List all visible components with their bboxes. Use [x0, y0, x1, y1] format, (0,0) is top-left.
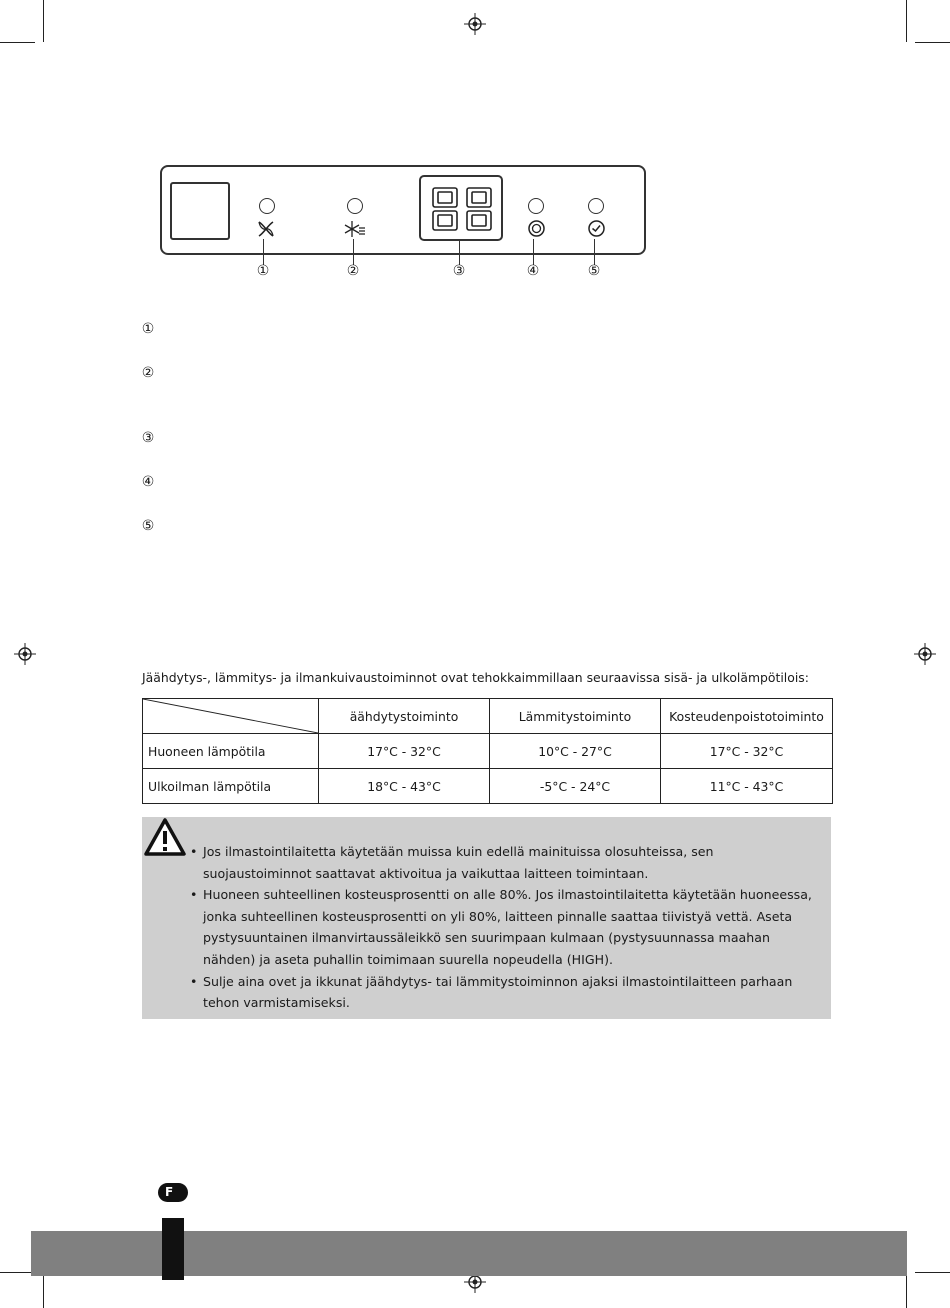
- indicator-light-4: [528, 198, 544, 214]
- callout-number: ②: [346, 263, 360, 279]
- crop-mark: [0, 1272, 35, 1273]
- legend-number: ②: [141, 365, 155, 381]
- registration-mark-icon: [14, 643, 36, 665]
- table-cell: 17°C - 32°C: [319, 734, 490, 769]
- footer-tab: [162, 1218, 184, 1280]
- callout-line: [459, 239, 460, 265]
- indicator-light-5: [588, 198, 604, 214]
- table-header-row: [143, 699, 833, 734]
- fan-icon: [256, 219, 276, 239]
- registration-mark-icon: [914, 643, 936, 665]
- seven-segment-display: [431, 186, 493, 232]
- callout-number: ③: [452, 263, 466, 279]
- warning-triangle-icon: [143, 817, 187, 857]
- row-label: Huoneen lämpötila: [143, 734, 319, 769]
- table-cell: -5°C - 24°C: [490, 769, 661, 804]
- control-panel-diagram: [160, 165, 646, 255]
- diagonal-line: [143, 699, 318, 733]
- table-cell: 18°C - 43°C: [319, 769, 490, 804]
- crop-mark: [915, 42, 950, 43]
- table-corner-cell: [143, 699, 319, 734]
- mode-icon: [527, 219, 546, 238]
- crop-mark: [0, 42, 35, 43]
- warning-item: • Jos ilmastointilaitetta käytetään muissa kuin edellä mainituissa olosuhteissa, sen suojaustoiminnot saattavat aktivoitua ja vaikuttaa laitteen toimintaan.: [190, 841, 820, 884]
- indicator-light-1: [259, 198, 275, 214]
- callout-line: [594, 239, 595, 265]
- receiver-window: [170, 182, 230, 240]
- warning-item: • Huoneen suhteellinen kosteusprosentti on alle 80%. Jos ilmastointilaitetta käytetään huoneessa, jonka suhteellinen kosteusprosentti on yli 80%, laitteen pinnalle saattaa tiivistyä vettä. Aseta pystysuuntainen ilmanvirtaussäleikkö sen suurimpaan kulmaan (pystysuunnassa maahan nähden) ja aseta puhallin toimimaan suurella nopeudella (HIGH).: [190, 884, 820, 970]
- indicator-light-2: [347, 198, 363, 214]
- snowflake-icon: [344, 219, 366, 239]
- legend-number: ①: [141, 321, 155, 337]
- table-header: Kosteudenpoistotoiminto: [661, 699, 833, 734]
- crop-mark: [906, 0, 907, 42]
- language-badge: F: [158, 1183, 188, 1202]
- table-row: [143, 734, 833, 769]
- table-cell: 11°C - 43°C: [661, 769, 833, 804]
- callout-line: [353, 239, 354, 265]
- callout-number: ④: [526, 263, 540, 279]
- callout-number: ⑤: [587, 263, 601, 279]
- callout-line: [533, 239, 534, 265]
- legend-number: ③: [141, 430, 155, 446]
- warning-item: • Sulje aina ovet ja ikkunat jäähdytys- tai lämmitystoiminnon ajaksi ilmastointilaitteen parhaan tehon varmistamiseksi.: [190, 971, 820, 1014]
- table-row: [143, 769, 833, 804]
- crop-mark: [906, 1272, 907, 1308]
- crop-mark: [43, 0, 44, 42]
- temperature-range-table: [142, 698, 833, 804]
- callout-number: ①: [256, 263, 270, 279]
- table-header: äähdytystoiminto: [319, 699, 490, 734]
- intro-paragraph: Jäähdytys-, lämmitys- ja ilmankuivaustoiminnot ovat tehokkaimmillaan seuraavissa sisä- ja ulkolämpötilois:: [142, 670, 809, 685]
- legend-number: ④: [141, 474, 155, 490]
- callout-line: [263, 239, 264, 265]
- crop-mark: [915, 1272, 950, 1273]
- row-label: Ulkoilman lämpötila: [143, 769, 319, 804]
- temperature-display: [419, 175, 503, 241]
- table-header: Lämmitystoiminto: [490, 699, 661, 734]
- crop-mark: [43, 1272, 44, 1308]
- timer-icon: [587, 219, 606, 238]
- legend-number: ⑤: [141, 518, 155, 534]
- registration-mark-icon: [464, 13, 486, 35]
- warning-box: [142, 817, 831, 1019]
- warning-list: [190, 841, 820, 1014]
- table-cell: 17°C - 32°C: [661, 734, 833, 769]
- table-cell: 10°C - 27°C: [490, 734, 661, 769]
